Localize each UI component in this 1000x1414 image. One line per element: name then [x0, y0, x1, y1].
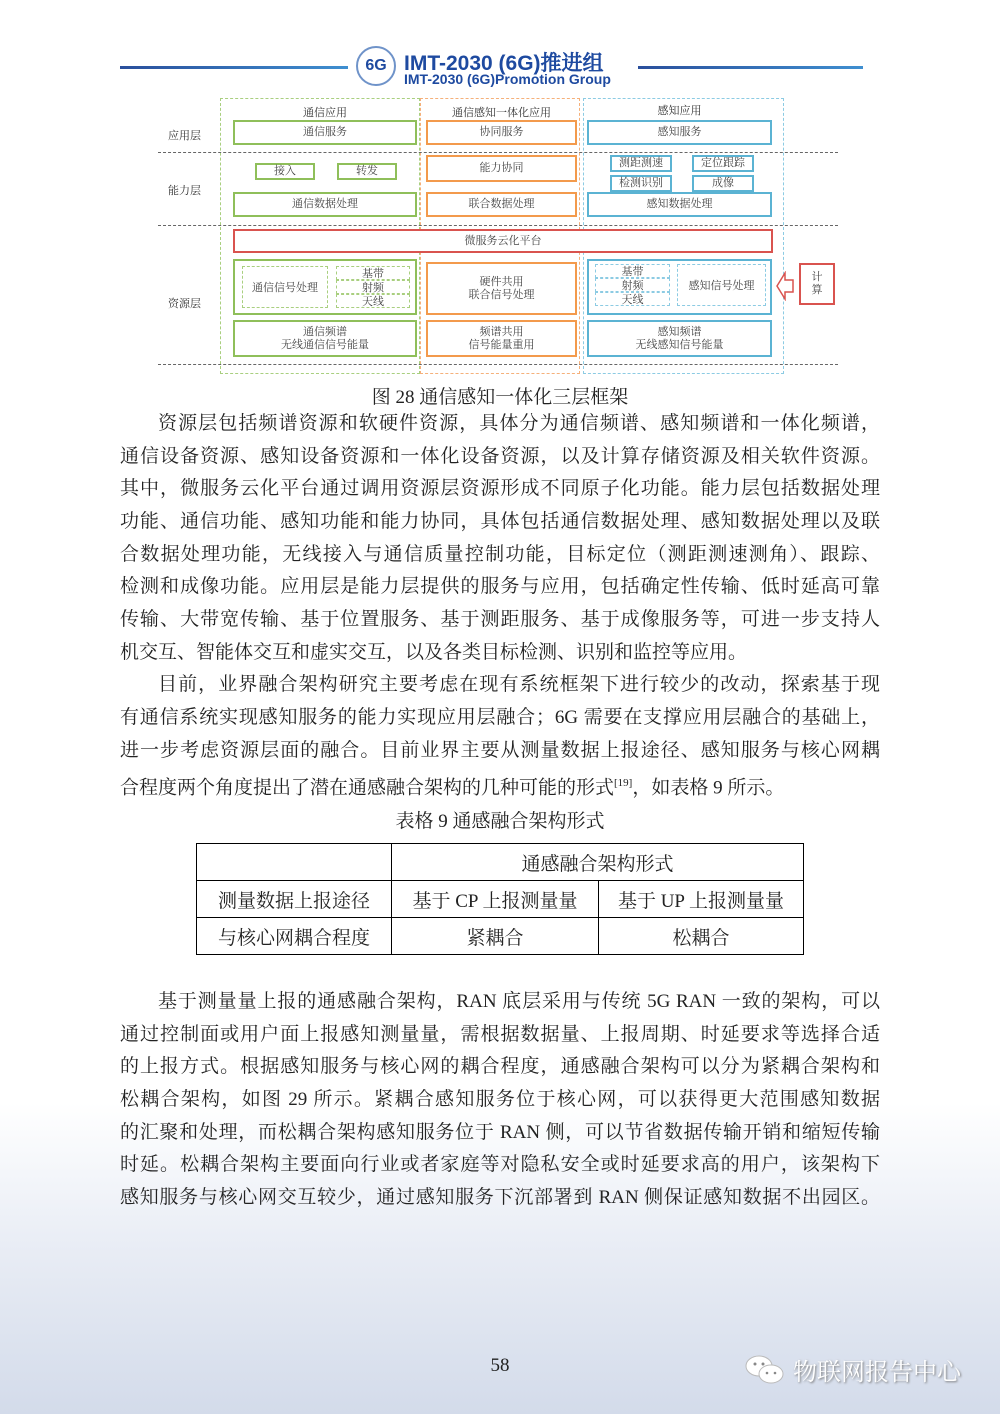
text-line: 松耦合架构，如图 29 所示。紧耦合感知服务位于核心网，可以获得更大范围感知数据 [120, 1089, 880, 1110]
table-cell: 基于 CP 上报测量量 [392, 881, 599, 918]
sense-signal-processing: 感知信号处理 [677, 264, 766, 306]
baseband: 基带 [336, 266, 410, 280]
text-line: 基于测量量上报的通感融合架构，RAN 底层采用与传统 5G RAN 一致的架构，可以 [158, 991, 880, 1012]
text-line: 的上报方式。根据感知服务与核心网的耦合程度，通感融合架构可以分为紧耦合架构和 [120, 1056, 880, 1077]
compute-char: 算 [811, 284, 823, 296]
compute-char: 计 [811, 271, 823, 283]
sense-spectrum: 感知频谱 [657, 325, 702, 338]
antenna: 天线 [595, 292, 670, 306]
comm-spectrum-box [233, 320, 417, 357]
text-line: 传输、大带宽传输、基于位置服务、基于测距服务、基于成像服务等，可进一步支持人 [120, 609, 880, 630]
arrow-left-icon [776, 271, 794, 301]
header-rule-left [120, 66, 348, 69]
compute-box [799, 263, 835, 305]
column-title: 通信感知一体化应用 [452, 107, 551, 119]
page-number: 58 [490, 1355, 510, 1376]
comm-signal-processing: 通信信号处理 [242, 266, 328, 308]
layer-divider [158, 364, 838, 365]
table-cell: 基于 UP 上报测量量 [599, 881, 804, 918]
comm-signal-energy: 无线通信信号能量 [281, 338, 369, 351]
text-line: 通过控制面或用户面上报感知测量量，需根据数据量、上报周期、时延要求等选择合适 [120, 1024, 880, 1045]
sense-signal-energy: 无线感知信号能量 [635, 338, 724, 351]
ranging-box: 测距测速 [610, 155, 672, 172]
table-caption: 表格 9 通感融合架构形式 [395, 811, 605, 832]
text-line: 其中，微服务云化平台通过调用资源层资源形成不同原子化功能。能力层包括数据处理 [120, 478, 880, 499]
table-row [197, 844, 804, 881]
layer-divider [158, 225, 838, 226]
text-span: 合程度两个角度提出了潜在通感融合架构的几种可能的形式 [120, 777, 615, 799]
capability-coordination-box: 能力协同 [426, 155, 577, 182]
layer-label: 应用层 [168, 130, 201, 142]
detection-box: 检测识别 [610, 175, 672, 192]
fusion-architecture-table [196, 843, 804, 955]
forward-box: 转发 [337, 163, 397, 180]
text-line: 功能、通信功能、感知功能和能力协同，具体包括通信数据处理、感知数据处理以及联 [120, 511, 880, 532]
comm-service-box: 通信服务 [233, 120, 417, 145]
sense-data-processing-box: 感知数据处理 [587, 192, 772, 217]
joint-service-box: 协同服务 [426, 120, 577, 145]
table-row [197, 881, 804, 918]
table-cell [197, 844, 392, 881]
text-line: 检测和成像功能。应用层是能力层提供的服务与应用，包括确定性传输、低时延高可靠 [120, 576, 880, 597]
radio-frequency: 射频 [595, 278, 670, 292]
watermark [745, 1352, 961, 1387]
wechat-icon [745, 1354, 785, 1386]
layer-label: 资源层 [168, 298, 201, 310]
column-title: 通信应用 [303, 107, 347, 119]
layer-label: 能力层 [168, 185, 201, 197]
radio-frequency: 射频 [336, 280, 410, 294]
text-line [120, 773, 880, 798]
column-title: 感知应用 [657, 105, 702, 117]
imaging-box: 成像 [692, 175, 754, 192]
text-line: 有通信系统实现感知服务的能力实现应用层融合；6G 需要在支撑应用层融合的基础上， [120, 707, 880, 728]
text-line: 合数据处理功能，无线接入与通信质量控制功能，目标定位（测距测速测角）、跟踪、 [120, 544, 880, 565]
hw-sharing: 硬件共用 [479, 275, 524, 288]
text-line: 通信设备资源、感知设备资源和一体化设备资源，以及计算存储资源及相关软件资源。 [120, 446, 880, 467]
antenna: 天线 [336, 294, 410, 308]
text-line: 目前，业界融合架构研究主要考虑在现有系统框架下进行较少的改动，探索基于现 [158, 674, 880, 695]
sense-service-box: 感知服务 [587, 120, 772, 145]
microservice-platform-box: 微服务云化平台 [233, 229, 773, 253]
sense-spectrum-box [587, 320, 772, 357]
text-span: ，如表格 9 所示。 [632, 777, 785, 799]
table-cell: 松耦合 [599, 918, 804, 955]
text-line: 时延。松耦合架构主要面向行业或者家庭等对隐私安全或时延要求高的用户，该架构下 [120, 1154, 880, 1175]
access-box: 接入 [255, 163, 315, 180]
citation-link[interactable]: [19] [614, 777, 633, 789]
text-line: 资源层包括频谱资源和软硬件资源，具体分为通信频谱、感知频谱和一体化频谱， [158, 413, 880, 434]
header-title: IMT-2030 (6G)推进组 [404, 52, 604, 75]
baseband: 基带 [595, 264, 670, 278]
layer-divider [158, 152, 838, 153]
comm-data-processing-box: 通信数据处理 [233, 192, 417, 217]
text-line: 机交互、智能体交互和虚实交互，以及各类目标检测、识别和监控等应用。 [120, 642, 748, 663]
text-line: 感知服务与核心网交互较少，通过感知服务下沉部署到 RAN 侧保证感知数据不出园区。 [120, 1187, 880, 1208]
text-line: 进一步考虑资源层面的融合。目前业界主要从测量数据上报途径、感知服务与核心网耦 [120, 740, 880, 761]
joint-spectrum-box [426, 320, 577, 357]
energy-reuse: 信号能量重用 [468, 338, 535, 351]
imt2030-logo: 6G [356, 46, 396, 86]
joint-signal-processing: 联合信号处理 [468, 288, 535, 301]
joint-hardware-box [426, 262, 577, 315]
table-cell: 测量数据上报途径 [197, 881, 392, 918]
joint-data-processing-box: 联合数据处理 [426, 192, 577, 217]
table-cell: 与核心网耦合程度 [197, 918, 392, 955]
comm-spectrum: 通信频谱 [303, 325, 347, 338]
header-rule-right [638, 66, 863, 69]
figure-caption: 图 28 通信感知一体化三层框架 [371, 387, 629, 408]
table-row [197, 918, 804, 955]
header-subtitle: IMT-2030 (6G)Promotion Group [404, 71, 611, 87]
table-header: 通感融合架构形式 [392, 844, 804, 881]
table-cell: 紧耦合 [392, 918, 599, 955]
spectrum-sharing: 频谱共用 [479, 325, 524, 338]
text-line: 的汇聚和处理，而松耦合架构感知服务位于 RAN 侧，可以节省数据传输开销和缩短传输 [120, 1122, 880, 1143]
tracking-box: 定位跟踪 [692, 155, 754, 172]
watermark-text: 物联网报告中心 [793, 1359, 961, 1386]
